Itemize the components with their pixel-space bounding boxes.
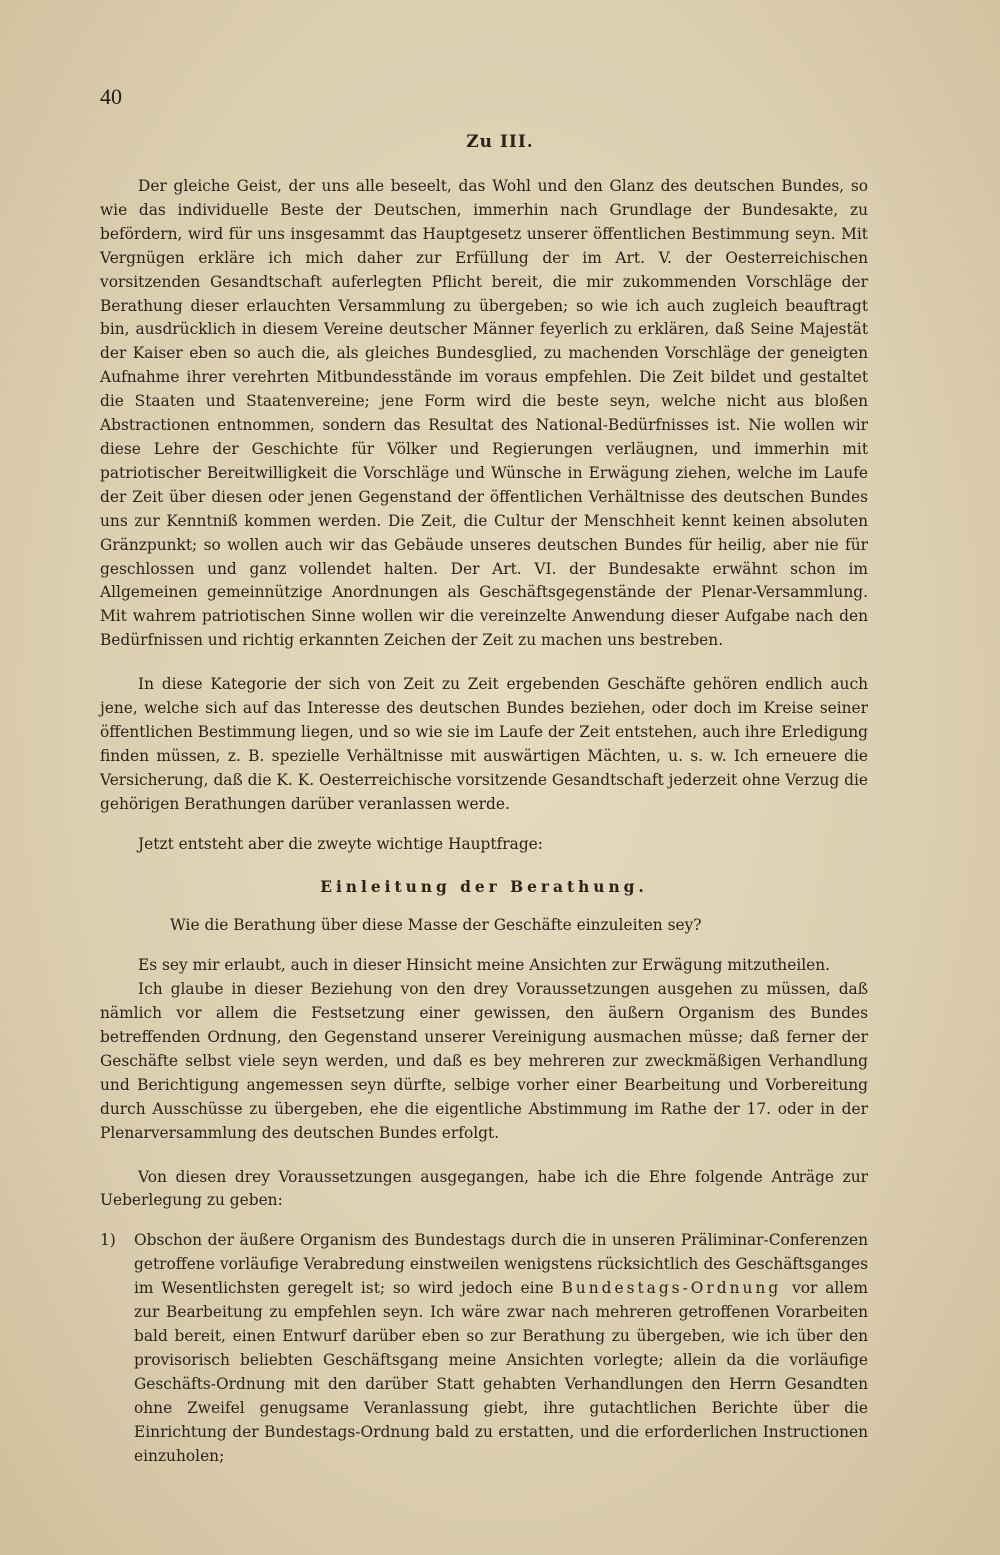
question: Wie die Berathung über diese Masse der Geschäfte einzuleiten sey?	[170, 916, 702, 935]
list-item-text: Obschon der äußere Organism des Bundestags durch die in unseren Präliminar-Conferenzen getroffene vorläufige Verabredung einstweilen wenigstens rücksichtlich des Geschäftsganges im Wesentlichsten geregelt ist; so wird jedoch eine	[134, 1231, 868, 1298]
list-item-text: vor allem zur Bearbeitung zu empfehlen seyn. Ich wäre zwar nach mehreren getroffenen Vorarbeiten bald bereit, einen Entwurf darüber eben so zur Berathung zu übergeben, wie ich über den provisorisch beliebten Geschäftsgang meine Ansichten vorlegte; allein da die vorläufige Geschäfts-Ordnung mit den darüber Statt gehabten Verhandlungen den Herrn Gesandten ohne Zweifel genugsame Veranlassung giebt, ihre gutachtlichen Berichte über die Einrichtung der Bundestags-Ordnung bald zu erstatten, und die erforderlichen Instructionen einzuholen;	[134, 1279, 868, 1465]
paragraph: In diese Kategorie der sich von Zeit zu Zeit ergebenden Geschäfte gehören endlich auch jene, welche sich auf das Interesse des deutschen Bundes beziehen, oder doch im Kreise seiner öffentlichen Bestimmung liegen, und so wie sie im Laufe der Zeit entstehen, auch ihre Erledigung finden müssen, z. B. spezielle Verhältnisse mit auswärtigen Mächten, u. s. w. Ich erneuere die Versicherung, daß die K. K. Oesterreichische vorsitzende Gesandtschaft jederzeit ohne Verzug die gehörigen Berathungen darüber veranlassen werde.	[100, 675, 868, 813]
paragraph: Von diesen drey Voraussetzungen ausgegangen, habe ich die Ehre folgende Anträge zur Ueberlegung zu geben:	[100, 1167, 868, 1210]
paragraph: Der gleiche Geist, der uns alle beseelt, das Wohl und den Glanz des deutschen Bundes, so wie das individuelle Beste der Deutschen, immerhin nach Grundlage der Bundesakte, zu befördern, wird für uns insgesammt das Hauptgesetz unserer öffentlichen Bestimmung seyn. Mit Vergnügen erkläre ich mich daher zur Erfüllung der im Art. V. der Oesterreichischen vorsitzenden Gesandtschaft auferlegten Pflicht bereit, die mir zukommenden Vorschläge der Berathung dieser erlauchten Versammlung zu übergeben; so wie ich auch zugleich beauftragt bin, ausdrücklich in diesem Vereine deutscher Männer feyerlich zu erklären, daß Seine Majestät der Kaiser eben so auch die, als gleiches Bundesglied, zu machenden Vorschläge der geneigten Aufnahme ihrer verehrten Mitbundesstände im voraus empfehlen. Die Zeit bildet und gestaltet die Staaten und Staatenvereine; jene Form wird die beste seyn, welche nicht aus bloßen Abstractionen entnommen, sondern das Resultat des National-Bedürfnisses ist. Nie wollen wir diese Lehre der Geschichte für Völker und Regierungen verläugnen, und immerhin mit patriotischer Bereitwilligkeit die Vorschläge und Wünsche in Erwägung ziehen, welche im Laufe der Zeit über diesen oder jenen Gegenstand der öffentlichen Verhältnisse des deutschen Bundes uns zur Kenntniß kommen werden. Die Zeit, die Cultur der Menschheit kennt keinen absoluten Gränzpunkt; so wollen auch wir das Gebäude unseres deutschen Bundes für heilig, aber nie für geschlossen und ganz vollendet halten. Der Art. VI. der Bundesakte erwähnt schon im Allgemeinen gemeinnützige Anordnungen als Geschäftsgegenstände der Plenar-Versammlung. Mit wahrem patriotischen Sinne wollen wir die vereinzelte Anwendung dieser Aufgabe nach den Bedürfnissen und richtig erkannten Zeichen der Zeit zu machen uns bestreben.	[100, 177, 868, 650]
list-item-number: 1)	[100, 1231, 116, 1250]
section-heading: Zu III.	[466, 132, 534, 152]
list-item	[100, 1229, 868, 1468]
page-number: 40	[100, 84, 122, 109]
paragraph: Ich glaube in dieser Beziehung von den drey Voraussetzungen ausgehen zu müssen, daß nämlich vor allem die Festsetzung einer gewissen, den äußern Organism des Bundes betreffenden Ordnung, den Gegenstand unserer Vereinigung ausmachen müsse; daß ferner der Geschäfte selbst viele seyn werden, und daß es bey mehreren zur zweckmäßigen Verhandlung und Berichtigung angemessen seyn dürfte, selbige vorher einer Bearbeitung und Vorbereitung durch Ausschüsse zu übergeben, ehe die eigentliche Abstimmung im Rathe der 17. oder in der Plenarversammlung des deutschen Bundes erfolgt.	[100, 980, 868, 1142]
subheading: Einleitung der Berathung.	[320, 878, 648, 897]
paragraph: Es sey mir erlaubt, auch in dieser Hinsicht meine Ansichten zur Erwägung mitzutheilen.	[138, 956, 831, 975]
list-item-emphasis: Bundestags-Ordnung	[561, 1279, 793, 1298]
paragraph: Jetzt entsteht aber die zweyte wichtige Hauptfrage:	[138, 834, 543, 853]
document-body	[100, 175, 868, 1468]
